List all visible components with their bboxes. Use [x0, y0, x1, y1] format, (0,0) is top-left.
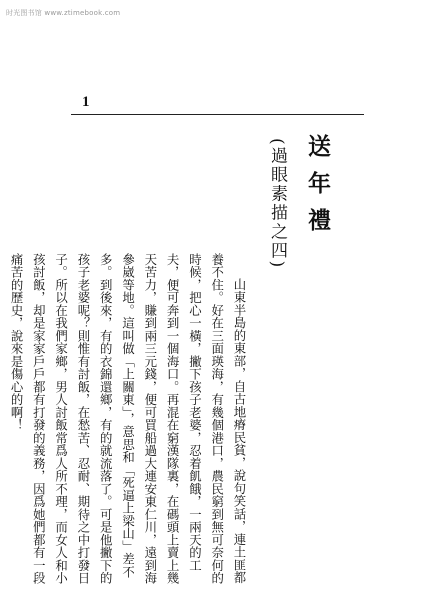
watermark: 时光图书馆 www.ztimebook.com — [6, 9, 121, 17]
paragraph: 山東半島的東部，自古地瘠民貧，說句笑話，連土匪都養不住。好在三面瑛海，有幾個港口，農民窮到無可奈何的時候，把心一橫，撇下孩子老婆，忍着飢餓，一兩天的工夫，便可奔到一個海口。再混在窮漢隊裏，在碼頭上賣上幾天苦力，賺到兩三元錢，便可買船過大連安東仁川，遠到海參崴等地。這叫做「上關東」，意思和「死逼上梁山」差不多。到後來，有的衣錦還鄉，有的就流落了。可是他撇下的孩子老婆呢？則惟有討飯，在愁苦、忍耐、期待之中打發日子。所以在我們家鄉，男人討飯常爲人所不理，而女人和小孩討飯，却是家家戶戶都有打發的義務，因爲她們都有一段痛苦的歷史，說來是傷心的啊！ — [9, 253, 247, 585]
header-rule — [71, 114, 364, 115]
subtitle: (過眼素描之四) — [267, 138, 287, 270]
page-number: 1 — [82, 94, 90, 110]
page-title: 送年禮 — [304, 134, 331, 245]
body-text — [9, 253, 250, 593]
